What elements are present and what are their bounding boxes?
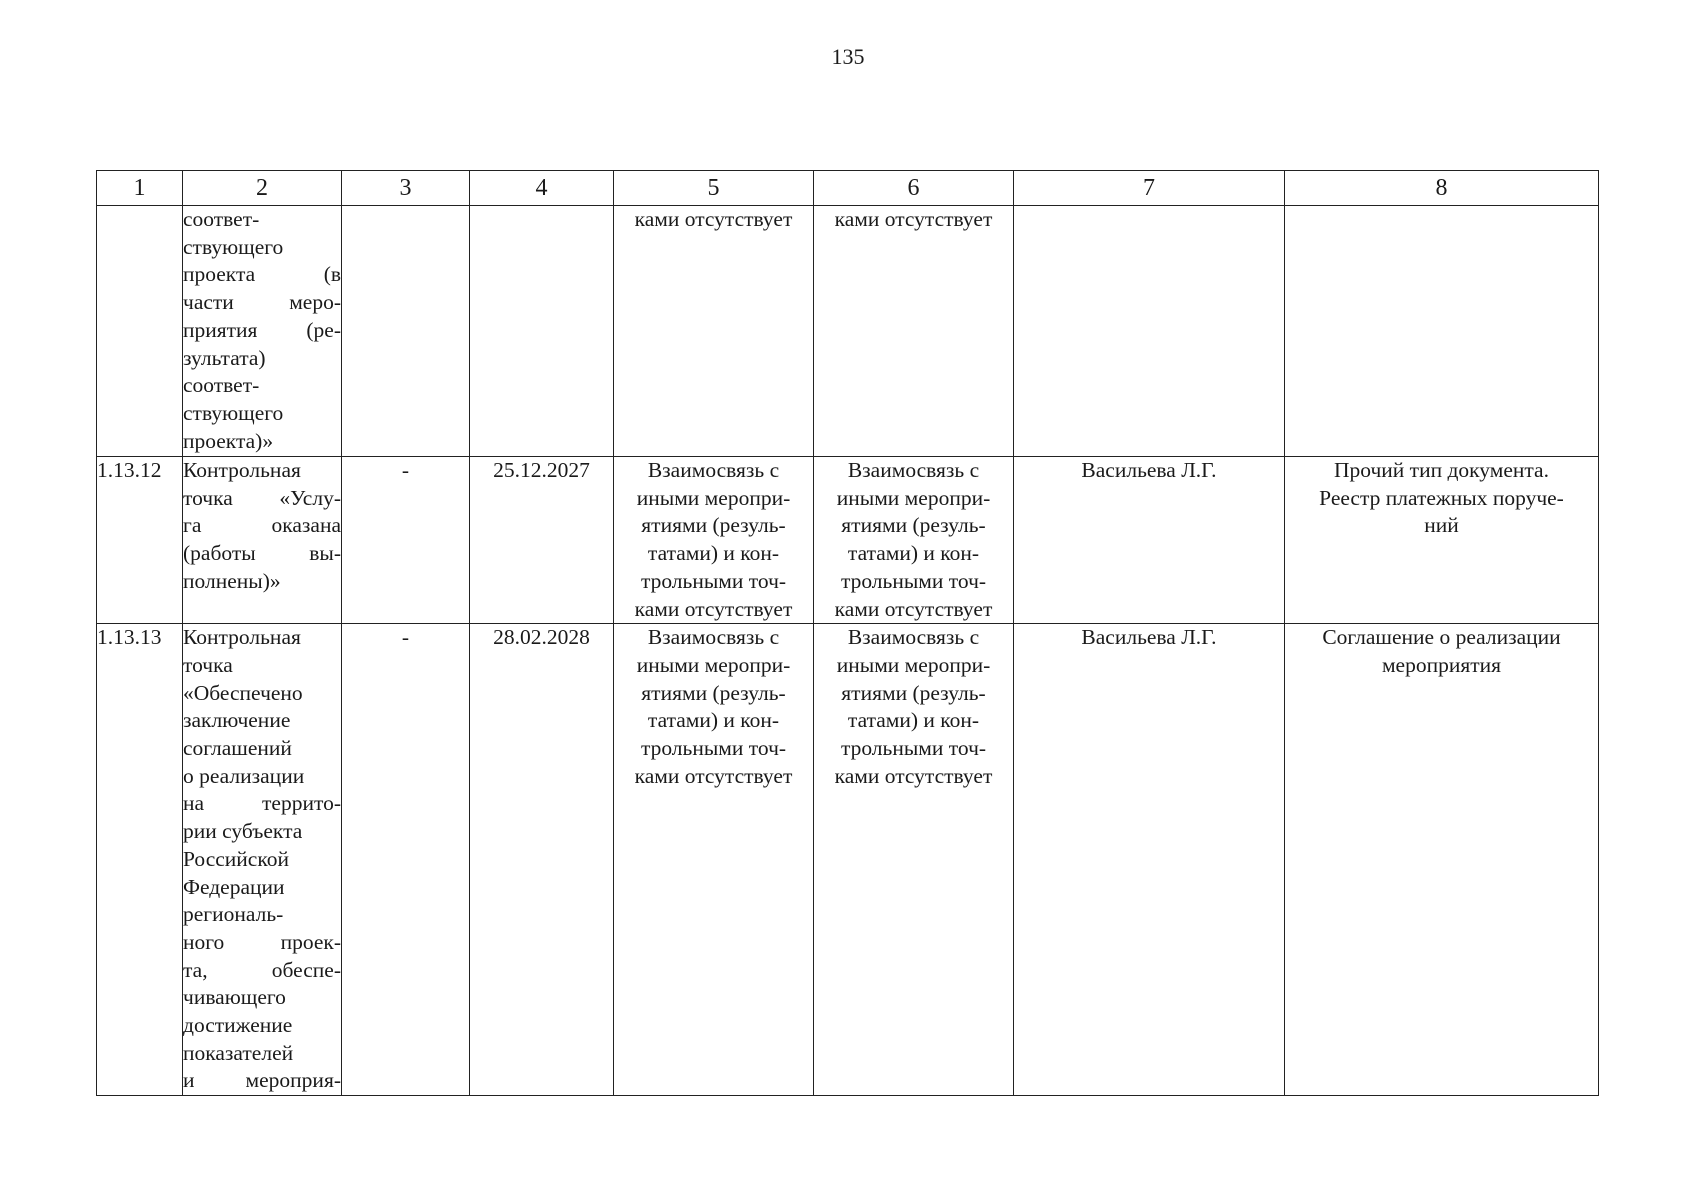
cell-word: соглашений xyxy=(183,736,292,761)
row-number-cell: 1.13.12 xyxy=(97,457,183,624)
cell-word: террито- xyxy=(262,791,341,816)
cell-word: (в xyxy=(323,262,341,287)
cell-line xyxy=(183,540,341,568)
cell-line xyxy=(183,763,341,791)
cell-word: «Обеспечено xyxy=(183,680,303,705)
cell-word: ного xyxy=(183,929,225,954)
cell-line xyxy=(183,1012,341,1040)
cell-line: ний xyxy=(1424,513,1459,538)
cell-line xyxy=(183,206,341,234)
cell-word: Контрольная xyxy=(183,458,301,482)
cell-word: чивающего xyxy=(183,985,286,1010)
dash-cell: - xyxy=(342,624,470,1096)
cell-line: Взаимосвязь с xyxy=(647,458,780,482)
cell-word: мероприя- xyxy=(245,1068,341,1093)
cell-word: на xyxy=(183,791,205,816)
cell-word: (работы xyxy=(183,541,256,566)
cell-word: меро- xyxy=(289,290,341,315)
relation-cell xyxy=(614,206,814,457)
cell-line: татами) и кон- xyxy=(647,708,780,733)
cell-line: трольными точ- xyxy=(640,736,787,761)
cell-line xyxy=(183,624,341,652)
page-number: 135 xyxy=(831,44,865,69)
date-cell: 28.02.2028 xyxy=(470,624,614,1096)
date-cell xyxy=(470,206,614,457)
cell-line xyxy=(183,568,341,596)
column-header-7: 7 xyxy=(1014,171,1285,206)
name-cell xyxy=(183,457,342,624)
cell-line: иными меропри- xyxy=(636,652,791,677)
cell-line xyxy=(183,846,341,874)
cell-line xyxy=(183,234,341,262)
activities-table xyxy=(96,170,1599,1096)
cell-word: соответ- xyxy=(183,207,260,231)
cell-line xyxy=(183,929,341,957)
name-cell xyxy=(183,206,342,457)
cell-line: трольными точ- xyxy=(840,736,987,761)
column-header-2: 2 xyxy=(183,171,342,206)
cell-word: вы- xyxy=(309,541,341,566)
cell-word: обеспе- xyxy=(271,957,341,982)
cell-word: и xyxy=(183,1068,195,1093)
cell-line xyxy=(183,790,341,818)
cell-word: части xyxy=(183,290,234,315)
cell-word: ствующего xyxy=(183,234,284,259)
column-header-6: 6 xyxy=(814,171,1014,206)
cell-line: Взаимосвязь с xyxy=(647,625,780,650)
cell-line xyxy=(183,261,341,289)
cell-word: проекта)» xyxy=(183,428,274,453)
dash-cell: - xyxy=(342,457,470,624)
cell-line xyxy=(183,818,341,846)
table-row xyxy=(97,457,1599,624)
column-header-4: 4 xyxy=(470,171,614,206)
relation-cell xyxy=(814,457,1014,624)
cell-line xyxy=(183,428,341,456)
cell-word: проек- xyxy=(280,929,341,954)
cell-line: ками отсутствует xyxy=(834,596,993,621)
relation-cell xyxy=(814,624,1014,1096)
cell-line: иными меропри- xyxy=(636,485,791,510)
cell-line: Взаимосвязь с xyxy=(847,625,980,650)
cell-line: ками отсутствует xyxy=(634,596,793,621)
cell-word: га xyxy=(183,513,202,538)
cell-word: соответ- xyxy=(183,373,260,398)
cell-word: Федерации xyxy=(183,874,285,899)
cell-line xyxy=(183,680,341,708)
cell-line: Реестр платежных поруче- xyxy=(1319,485,1564,510)
cell-word: проекта xyxy=(183,262,256,287)
relation-cell xyxy=(814,206,1014,457)
cell-line xyxy=(183,289,341,317)
cell-word: Российской xyxy=(183,846,289,871)
cell-line: иными меропри- xyxy=(836,485,991,510)
cell-line xyxy=(183,652,341,680)
responsible-cell xyxy=(1014,206,1285,457)
cell-line: трольными точ- xyxy=(840,568,987,593)
responsible-cell: Васильева Л.Г. xyxy=(1014,624,1285,1096)
cell-line: ками отсутствует xyxy=(634,763,793,788)
cell-line: иными меропри- xyxy=(836,652,991,677)
cell-line: ятиями (резуль- xyxy=(641,513,786,538)
cell-word: рии субъекта xyxy=(183,819,303,844)
row-number-cell xyxy=(97,206,183,457)
cell-line xyxy=(183,957,341,985)
cell-word: точка xyxy=(183,485,233,510)
cell-line xyxy=(183,345,341,373)
relation-cell xyxy=(614,457,814,624)
header-row xyxy=(97,171,1599,206)
cell-word: заключение xyxy=(183,708,291,733)
cell-word: та, xyxy=(183,957,208,982)
cell-line xyxy=(183,874,341,902)
cell-line xyxy=(183,1040,341,1068)
cell-line xyxy=(183,735,341,763)
cell-line xyxy=(183,984,341,1012)
cell-line: татами) и кон- xyxy=(647,541,780,566)
cell-word: показателей xyxy=(183,1040,294,1065)
cell-line: ками отсутствует xyxy=(834,207,993,231)
column-header-1: 1 xyxy=(97,171,183,206)
cell-word: полнены)» xyxy=(183,568,281,593)
cell-line xyxy=(183,400,341,428)
cell-line: Взаимосвязь с xyxy=(847,458,980,482)
document-cell xyxy=(1285,624,1599,1096)
cell-line: ятиями (резуль- xyxy=(841,680,986,705)
relation-cell xyxy=(614,624,814,1096)
table-row xyxy=(97,206,1599,457)
cell-line: мероприятия xyxy=(1381,652,1502,677)
cell-line xyxy=(183,901,341,929)
column-header-3: 3 xyxy=(342,171,470,206)
cell-word: о реализации xyxy=(183,763,305,788)
name-cell xyxy=(183,624,342,1096)
cell-word: региональ- xyxy=(183,902,284,927)
document-cell xyxy=(1285,457,1599,624)
row-number-cell: 1.13.13 xyxy=(97,624,183,1096)
cell-line xyxy=(183,457,341,485)
cell-line xyxy=(183,707,341,735)
table-row xyxy=(97,624,1599,1096)
cell-line: татами) и кон- xyxy=(847,708,980,733)
cell-line: Прочий тип документа. xyxy=(1334,458,1549,482)
cell-word: Контрольная xyxy=(183,625,301,650)
cell-word: достижение xyxy=(183,1013,293,1038)
cell-line: ками отсутствует xyxy=(634,207,793,231)
cell-line xyxy=(183,317,341,345)
column-header-5: 5 xyxy=(614,171,814,206)
cell-word: ствующего xyxy=(183,400,284,425)
cell-line: трольными точ- xyxy=(640,568,787,593)
cell-line xyxy=(183,1067,341,1095)
cell-word: «Услу- xyxy=(279,485,341,510)
cell-line: ками отсутствует xyxy=(834,763,993,788)
document-cell xyxy=(1285,206,1599,457)
cell-line xyxy=(183,485,341,513)
date-cell: 25.12.2027 xyxy=(470,457,614,624)
column-header-8: 8 xyxy=(1285,171,1599,206)
dash-cell xyxy=(342,206,470,457)
cell-line: ятиями (резуль- xyxy=(641,680,786,705)
cell-line xyxy=(183,512,341,540)
cell-word: приятия xyxy=(183,317,258,342)
cell-word: (ре- xyxy=(306,317,341,342)
cell-line: Соглашение о реализации xyxy=(1322,625,1561,650)
cell-line: ятиями (резуль- xyxy=(841,513,986,538)
cell-word: зультата) xyxy=(183,345,266,370)
cell-word: оказана xyxy=(271,513,341,538)
cell-word: точка xyxy=(183,652,233,677)
cell-line xyxy=(183,372,341,400)
responsible-cell: Васильева Л.Г. xyxy=(1014,457,1285,624)
cell-line: татами) и кон- xyxy=(847,541,980,566)
